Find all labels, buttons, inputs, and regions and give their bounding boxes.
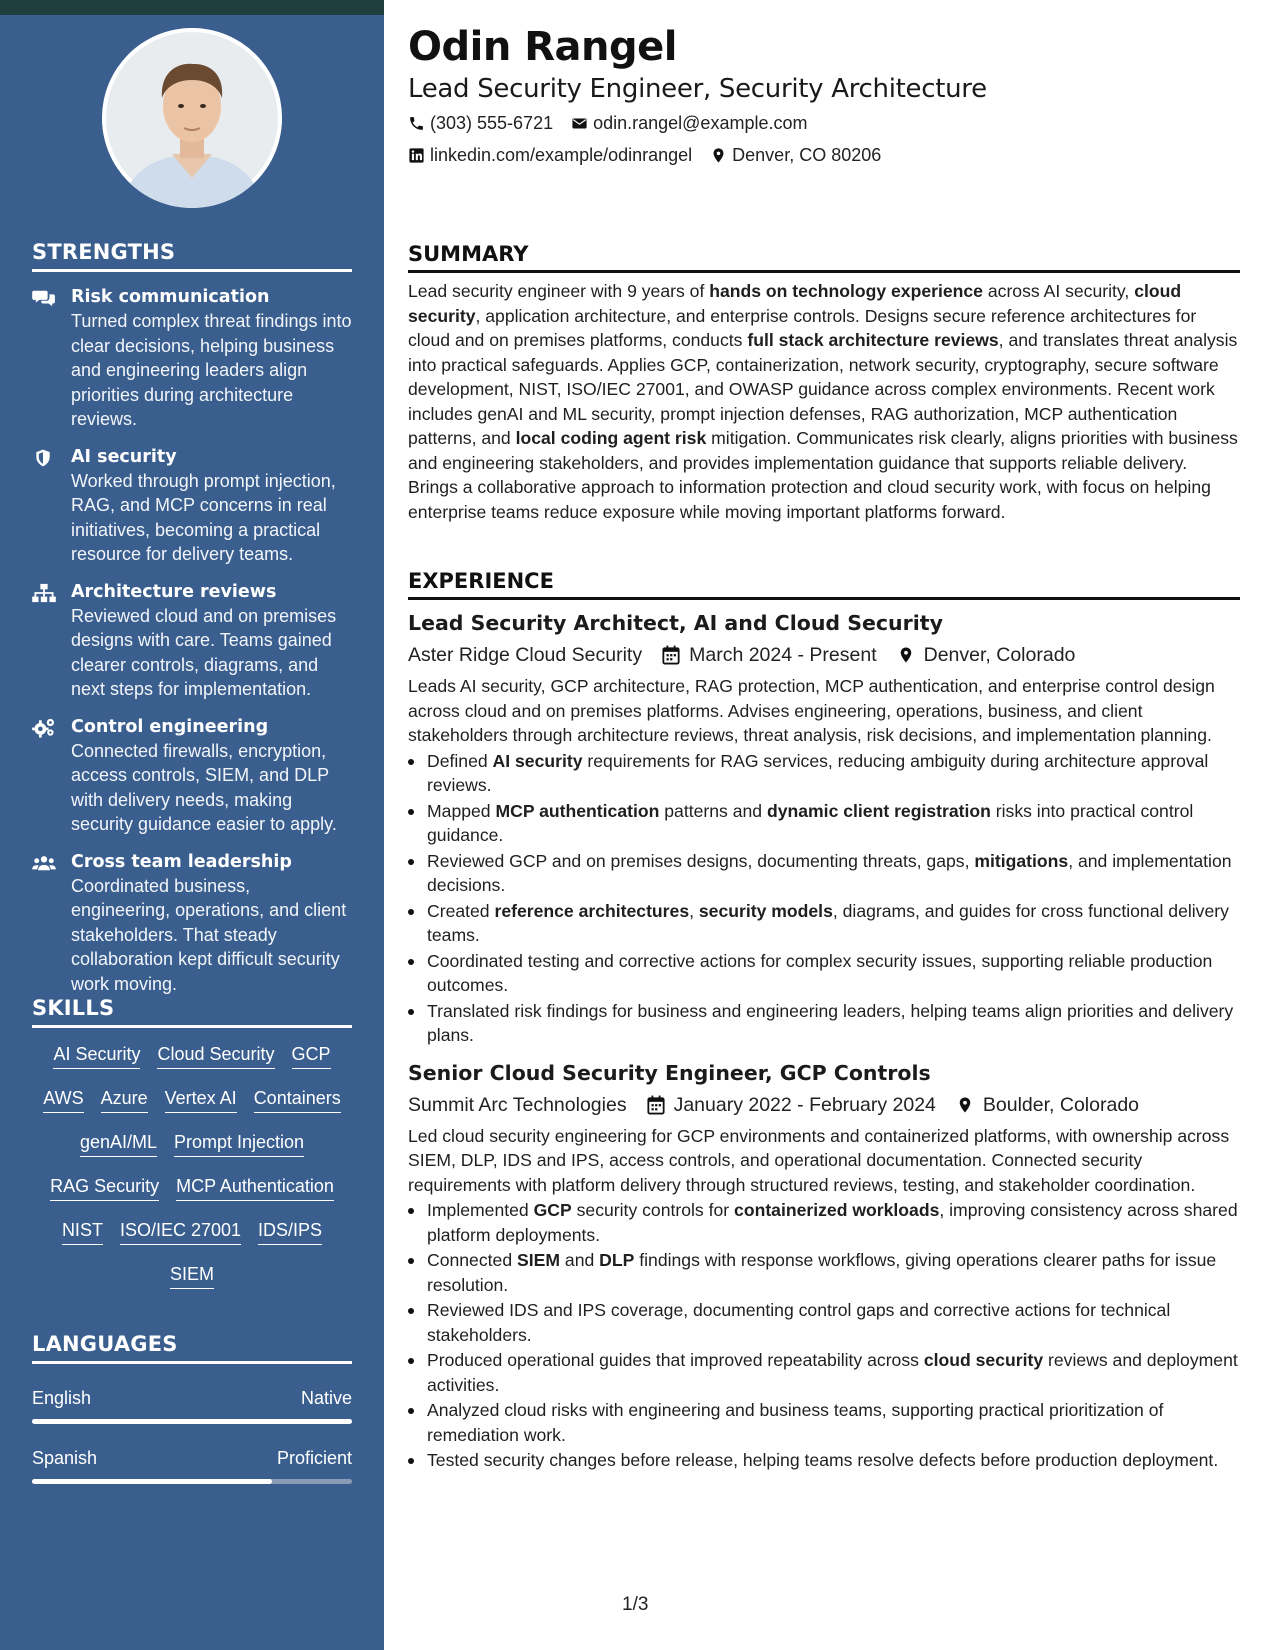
job-bullet: Translated risk findings for business and engineering leaders, helping teams align priorities and delivery plans. <box>408 999 1240 1048</box>
profile-photo <box>102 28 282 208</box>
map-pin-icon <box>956 1095 974 1115</box>
job-bullet: Mapped MCP authentication patterns and dynamic client registration risks into practical control guidance. <box>408 799 1240 848</box>
language-level-bar <box>32 1419 352 1424</box>
jobs-list <box>408 610 1240 1473</box>
job-entry <box>408 1060 1240 1473</box>
contact-row-1 <box>408 113 807 134</box>
map-pin-icon <box>897 645 915 665</box>
phone-icon <box>408 115 425 132</box>
calendar-icon <box>662 645 680 665</box>
job-bullet: Coordinated testing and corrective actions for complex security issues, supporting reliable production outcomes. <box>408 949 1240 998</box>
language-level: Proficient <box>276 1448 352 1468</box>
job-bullet: Reviewed IDS and IPS coverage, documenting control gaps and corrective actions for technical stakeholders. <box>408 1298 1240 1347</box>
job-bullet: Defined AI security requirements for RAG services, reducing ambiguity during architecture approval reviews. <box>408 749 1240 798</box>
phone-item[interactable] <box>408 113 553 134</box>
language-item <box>32 1446 352 1484</box>
skill-tag: ISO/IEC 27001 <box>120 1218 241 1245</box>
job-dates: January 2022 - February 2024 <box>673 1093 936 1116</box>
company-name: Summit Arc Technologies <box>408 1093 627 1116</box>
strength-item <box>32 850 352 997</box>
job-bullet: Reviewed GCP and on premises designs, documenting threats, gaps, mitigations, and implementation decisions. <box>408 849 1240 898</box>
language-name: English <box>32 1388 92 1408</box>
job-bullet: Connected SIEM and DLP findings with response workflows, giving operations clearer paths for issue resolution. <box>408 1248 1240 1297</box>
languages-heading: LANGUAGES <box>32 1332 352 1364</box>
strength-description: Worked through prompt injection, RAG, and MCP concerns in real initiatives, becoming a practical resource for delivery teams. <box>71 470 336 564</box>
skill-tag: Containers <box>254 1086 341 1113</box>
location-text: Denver, CO 80206 <box>732 145 882 165</box>
job-meta <box>408 642 1240 668</box>
skill-tag: Azure <box>101 1086 148 1113</box>
job-title: Senior Cloud Security Engineer, GCP Controls <box>408 1060 931 1085</box>
language-level-fill <box>32 1479 272 1484</box>
strength-item <box>32 715 352 837</box>
skill-tag: AI Security <box>53 1042 140 1069</box>
job-bullet: Produced operational guides that improved repeatability across cloud security reviews and deployment activities. <box>408 1348 1240 1397</box>
job-summary: Led cloud security engineering for GCP environments and containerized platforms, with ownership across SIEM, DLP, IDS and IPS, access controls, and operational documentation. Connected security requirements with platform delivery through structured reviews, testing, and stakeholder coordination. <box>408 1125 1230 1195</box>
sitemap-icon <box>32 583 56 603</box>
language-level: Native <box>300 1388 352 1408</box>
languages-section <box>32 1332 352 1484</box>
language-name: Spanish <box>32 1448 98 1468</box>
skill-tag: Cloud Security <box>157 1042 274 1069</box>
strengths-list <box>32 285 352 996</box>
language-item <box>32 1386 352 1424</box>
job-summary: Leads AI security, GCP architecture, RAG protection, MCP authentication, and enterprise control design across cloud and on premises platforms. Advises engineering, operations, business, and client stakeholders through architecture reviews, threat analysis, risk decisions, and implementation planning. <box>408 676 1215 745</box>
sidebar <box>0 0 384 1650</box>
strength-title: AI security <box>71 446 177 467</box>
summary-heading: SUMMARY <box>408 242 1240 273</box>
strengths-section <box>32 240 352 996</box>
language-level-bar <box>32 1479 352 1484</box>
job-dates: March 2024 - Present <box>689 644 877 666</box>
strength-item <box>32 445 352 567</box>
job-title: Lead Security Architect, AI and Cloud Security <box>408 611 943 635</box>
users-icon <box>32 853 56 873</box>
strength-item <box>32 285 352 432</box>
linkedin-item[interactable] <box>408 145 692 166</box>
job-bullets <box>408 749 1240 1048</box>
skill-tag: IDS/IPS <box>258 1218 322 1245</box>
skill-tag: genAI/ML <box>80 1130 157 1157</box>
email-text: odin.rangel@example.com <box>593 113 808 133</box>
skill-tag: NIST <box>62 1218 103 1245</box>
strength-title: Architecture reviews <box>71 581 277 602</box>
strengths-heading: STRENGTHS <box>32 240 352 272</box>
job-bullet: Analyzed cloud risks with engineering and business teams, supporting practical prioritization of remediation work. <box>408 1398 1240 1447</box>
candidate-title: Lead Security Engineer, Security Architecture <box>408 74 987 104</box>
skill-tag: Vertex AI <box>165 1086 237 1113</box>
linkedin-icon <box>408 147 425 164</box>
strength-title: Control engineering <box>71 716 269 737</box>
experience-heading: EXPERIENCE <box>408 569 1240 600</box>
language-level-fill <box>32 1419 352 1424</box>
skills-list <box>32 1042 352 1289</box>
job-entry <box>408 610 1240 1048</box>
job-location: Denver, Colorado <box>923 644 1076 666</box>
location-item <box>710 145 881 166</box>
job-meta <box>408 1092 1240 1118</box>
strength-description: Connected firewalls, encryption, access controls, SIEM, and DLP with delivery needs, making security guidance easier to apply. <box>71 740 337 834</box>
chat-bubbles-icon <box>32 288 56 308</box>
top-band <box>0 0 384 15</box>
map-pin-icon <box>710 147 727 164</box>
strength-title: Cross team leadership <box>71 851 292 872</box>
languages-list <box>32 1386 352 1484</box>
strength-description: Reviewed cloud and on premises designs with care. Teams gained clearer controls, diagrams, and next steps for implementation. <box>71 605 337 699</box>
strength-description: Coordinated business, engineering, operations, and client stakeholders. That steady collaboration kept difficult security work moving. <box>71 875 347 994</box>
job-bullet: Implemented GCP security controls for containerized workloads, improving consistency across shared platform deployments. <box>408 1198 1240 1247</box>
strength-item <box>32 580 352 702</box>
summary-text: Lead security engineer with 9 years of hands on technology experience across AI security, cloud security, application architecture, and enterprise controls. Designs secure reference architectures for cloud and on premises platforms, conducts full stack architecture reviews, and translates threat analysis into practical safeguards. Applies GCP, containerization, network security, cryptography, secure software development, NIST, ISO/IEC 27001, and OWASP guidance across complex environments. Recent work includes genAI and ML security, prompt injection defenses, RAG authorization, MCP authentication patterns, and local coding agent risk mitigation. Communicates risk clearly, aligns priorities with business and engineering stakeholders, and provides implementation guidance that supports reliable delivery. Brings a collaborative approach to information protection and cloud security work, with focus on helping enterprise teams reduce exposure while moving important platforms forward. <box>408 281 1238 522</box>
summary-section <box>408 242 1240 524</box>
shield-icon <box>32 448 56 468</box>
skill-tag: RAG Security <box>50 1174 159 1201</box>
skill-tag: Prompt Injection <box>174 1130 304 1157</box>
page-number: 1/3 <box>622 1594 649 1615</box>
phone-text: (303) 555-6721 <box>430 113 554 133</box>
cogs-icon <box>32 718 56 738</box>
job-bullets <box>408 1198 1240 1473</box>
skills-heading: SKILLS <box>32 996 352 1028</box>
envelope-icon <box>571 115 588 132</box>
strength-description: Turned complex threat findings into clear decisions, helping business and engineering leaders align priorities during architecture reviews. <box>71 311 352 429</box>
skills-section <box>32 996 352 1289</box>
skill-tag: GCP <box>292 1042 331 1069</box>
company-name: Aster Ridge Cloud Security <box>408 644 643 666</box>
skill-tag: MCP Authentication <box>176 1174 334 1201</box>
candidate-name: Odin Rangel <box>408 24 677 70</box>
job-location: Boulder, Colorado <box>982 1093 1140 1116</box>
linkedin-text: linkedin.com/example/odinrangel <box>430 145 693 165</box>
job-bullet: Created reference architectures, security models, diagrams, and guides for cross functional delivery teams. <box>408 899 1240 948</box>
experience-section <box>408 569 1240 1473</box>
strength-title: Risk communication <box>71 287 270 307</box>
contact-row-2 <box>408 145 881 166</box>
calendar-icon <box>647 1095 665 1115</box>
job-bullet: Tested security changes before release, helping teams resolve defects before production deployment. <box>408 1448 1240 1473</box>
skill-tag: AWS <box>43 1086 83 1113</box>
skill-tag: SIEM <box>170 1262 214 1289</box>
email-item[interactable] <box>571 113 807 134</box>
